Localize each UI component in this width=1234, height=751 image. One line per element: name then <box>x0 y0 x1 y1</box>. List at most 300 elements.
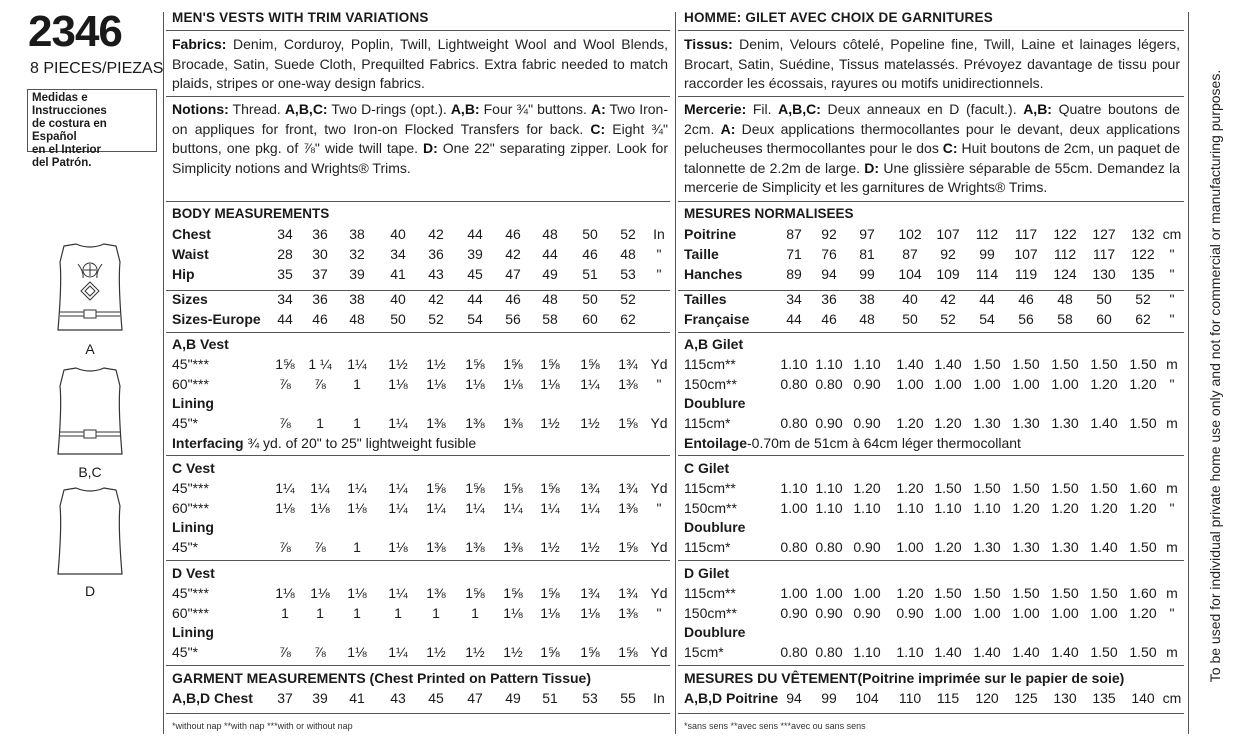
unit-label: " <box>1169 375 1175 392</box>
section-title: D Gilet <box>684 565 730 581</box>
table-cell: 1.50 <box>934 479 962 496</box>
notions-text: Eight ¾" buttons, one pkg. of ⅞" wide twill tape. <box>172 120 668 157</box>
table-cell: 1.50 <box>1129 644 1157 661</box>
unit-label: " <box>656 375 662 392</box>
french-notions <box>684 100 1180 198</box>
unit-label: In <box>653 690 665 706</box>
table-cell: 1¾ <box>618 355 638 372</box>
table-cell: 1⅛ <box>388 375 408 392</box>
row-label: Chest <box>172 226 211 242</box>
table-cell: 1⅝ <box>503 479 523 496</box>
pattern-number: 2346 <box>28 7 122 56</box>
table-cell: 135 <box>1092 690 1116 706</box>
rule <box>166 713 670 714</box>
table-cell: 1.00 <box>973 375 1001 392</box>
table-cell: 38 <box>859 291 875 307</box>
table-cell: 1¼ <box>580 499 600 516</box>
row-label: Lining <box>172 395 214 412</box>
row-label: Sizes-Europe <box>172 310 261 327</box>
row-label: Taille <box>684 245 719 262</box>
table-cell: 1.20 <box>896 584 924 601</box>
english-title: MEN'S VESTS WITH TRIM VARIATIONS <box>172 10 429 25</box>
section-title: C Vest <box>172 460 215 476</box>
table-cell: 99 <box>859 265 875 282</box>
table-cell: 1.50 <box>1129 415 1157 432</box>
section-title: D Vest <box>172 565 215 581</box>
table-cell: 62 <box>1135 310 1151 327</box>
table-cell: ⅞ <box>279 375 291 392</box>
table-cell: 1.20 <box>1090 375 1118 392</box>
section-title: GARMENT MEASUREMENTS (Chest Printed on Pattern Tissue) <box>172 670 592 686</box>
table-cell: 1.10 <box>780 479 808 496</box>
table-cell: 48 <box>349 310 365 327</box>
table-cell: 1.20 <box>1129 375 1157 392</box>
table-cell: 48 <box>1057 291 1073 307</box>
table-cell: 47 <box>505 265 521 282</box>
table-row <box>172 393 670 413</box>
table-cell: 99 <box>979 245 995 262</box>
table-cell: 1⅛ <box>540 375 560 392</box>
table-cell: 1⅜ <box>503 539 523 556</box>
table-row <box>172 517 670 537</box>
notions-text: Une glissière séparable de 55cm. Demandez la mercerie de Simplicity et les garnitures de Wrights® Trims. <box>684 159 1181 196</box>
table-cell: 0.90 <box>853 539 881 556</box>
table-row <box>684 537 1184 557</box>
table-cell: 1.00 <box>896 539 924 556</box>
table-cell: 1.20 <box>934 415 962 432</box>
table-cell: 1⅛ <box>310 499 330 516</box>
table-cell: 46 <box>821 310 837 327</box>
table-cell: 1.50 <box>973 355 1001 372</box>
table-cell: 1⅝ <box>503 355 523 372</box>
table-cell: 34 <box>277 291 293 307</box>
rule <box>678 30 1184 31</box>
table-cell: ⅞ <box>314 644 326 661</box>
table-cell: 117 <box>1014 226 1038 242</box>
table-row <box>684 642 1184 662</box>
vest-bc-back-view <box>50 366 130 462</box>
section-title: A,B Gilet <box>684 336 744 352</box>
table-cell: 44 <box>467 226 483 242</box>
table-cell: 48 <box>859 310 875 327</box>
table-cell: 0.90 <box>815 415 843 432</box>
table-cell: ⅞ <box>279 644 291 661</box>
table-cell: 37 <box>277 690 293 706</box>
table-cell: 124 <box>1053 265 1077 282</box>
table-cell: 1.40 <box>973 644 1001 661</box>
table-row <box>172 374 670 394</box>
unit-label: Yd <box>650 539 668 556</box>
row-label: A,B,D Poitrine <box>684 690 779 706</box>
row-label: 45"*** <box>172 584 209 601</box>
table-cell: 50 <box>1096 291 1112 307</box>
table-cell: 1½ <box>503 644 523 661</box>
unit-label: " <box>656 265 662 282</box>
table-cell: 1 <box>353 604 361 621</box>
row-label: A,B,D Chest <box>172 690 253 706</box>
table-row <box>172 622 670 642</box>
table-row <box>684 583 1184 603</box>
table-cell: 1.40 <box>1090 415 1118 432</box>
table-cell: 1.00 <box>896 375 924 392</box>
unit-label: m <box>1166 539 1178 556</box>
table-cell: 1¼ <box>347 355 367 372</box>
unit-label: " <box>1169 245 1175 262</box>
rule <box>678 96 1184 97</box>
table-cell: 1.50 <box>1090 584 1118 601</box>
notions-view-code: A: <box>720 120 736 137</box>
table-cell: 1.20 <box>896 479 924 496</box>
section-title: A,B Vest <box>172 336 229 352</box>
table-cell: 1.30 <box>1051 539 1079 556</box>
table-row <box>172 264 670 284</box>
table-cell: 1.60 <box>1129 584 1157 601</box>
table-cell: 46 <box>312 310 328 327</box>
table-cell: 1.00 <box>780 584 808 601</box>
rule <box>678 332 1184 333</box>
table-row <box>172 413 670 433</box>
table-cell: 1.50 <box>1090 479 1118 496</box>
fabrics-text: Denim, Corduroy, Poplin, Twill, Lightweight Wool and Wool Blends, Brocade, Satin, Suede Cloth, Prequilted Fabrics. Extra fabric needed to match plaids, stripes or one-way design fabrics. <box>172 36 668 92</box>
table-row <box>684 354 1184 374</box>
table-cell: 104 <box>855 690 879 706</box>
notions-label: Notions: <box>172 101 229 117</box>
french-fabrics <box>684 35 1180 94</box>
table-cell: 1 <box>353 375 361 392</box>
table-row <box>684 498 1184 518</box>
table-cell: 1.40 <box>1012 644 1040 661</box>
table-cell: 87 <box>786 226 802 242</box>
row-label: 150cm** <box>684 375 737 392</box>
table-cell: 1.20 <box>853 479 881 496</box>
table-cell: 1⅝ <box>540 479 560 496</box>
row-label: 15cm* <box>684 644 724 661</box>
table-row <box>172 244 670 264</box>
table-cell: 1¼ <box>503 499 523 516</box>
table-row <box>684 244 1184 264</box>
table-cell: 52 <box>940 310 956 327</box>
unit-label: " <box>656 499 662 516</box>
table-cell: 1⅝ <box>426 479 446 496</box>
table-cell: 1.30 <box>1051 415 1079 432</box>
table-cell: 104 <box>898 265 922 282</box>
table-row <box>684 603 1184 623</box>
table-cell: 122 <box>1053 226 1077 242</box>
table-row <box>684 517 1184 537</box>
table-cell: 41 <box>390 265 406 282</box>
table-cell: 40 <box>390 226 406 242</box>
table-cell: 1.50 <box>1012 584 1040 601</box>
table-cell: 42 <box>940 291 956 307</box>
row-label: Doublure <box>684 624 746 641</box>
table-cell: 36 <box>312 226 328 242</box>
table-cell: 1.20 <box>1090 499 1118 516</box>
table-cell: 0.90 <box>853 375 881 392</box>
table-cell: 60 <box>1096 310 1112 327</box>
table-cell: 1.10 <box>934 499 962 516</box>
unit-label: m <box>1166 584 1178 601</box>
table-cell: 60 <box>582 310 598 327</box>
table-cell: 1¼ <box>465 499 485 516</box>
row-label: Poitrine <box>684 226 737 242</box>
table-cell: 43 <box>390 690 406 706</box>
unit-label: m <box>1166 415 1178 432</box>
rule <box>166 96 670 97</box>
table-cell: 1⅜ <box>618 604 638 621</box>
rule <box>678 560 1184 561</box>
table-cell: 1.40 <box>1090 539 1118 556</box>
table-cell: 1.10 <box>853 355 881 372</box>
spanish-note-line: del Patrón. <box>32 157 92 169</box>
rule <box>678 455 1184 456</box>
table-cell: 1.10 <box>853 644 881 661</box>
table-cell: 52 <box>620 226 636 242</box>
table-cell: 1⅛ <box>503 375 523 392</box>
table-cell: 1 <box>432 604 440 621</box>
table-cell: 1.10 <box>896 499 924 516</box>
table-row <box>172 224 670 244</box>
row-label: 45"* <box>172 539 198 556</box>
table-cell: 38 <box>349 291 365 307</box>
table-cell: 1⅛ <box>310 584 330 601</box>
row-label: Hanches <box>684 265 743 282</box>
row-label: Tailles <box>684 291 727 307</box>
french-title: HOMME: GILET AVEC CHOIX DE GARNITURES <box>684 10 993 25</box>
unit-label: Yd <box>650 415 668 432</box>
table-cell: 1.00 <box>815 584 843 601</box>
unit-label: cm <box>1162 226 1182 242</box>
table-cell: 76 <box>821 245 837 262</box>
unit-label: Yd <box>650 479 668 496</box>
table-cell: 54 <box>467 310 483 327</box>
table-cell: 50 <box>902 310 918 327</box>
table-cell: 89 <box>786 265 802 282</box>
unit-label: " <box>656 245 662 262</box>
table-cell: 130 <box>1092 265 1116 282</box>
body-measurements-title: MESURES NORMALISEES <box>684 206 854 221</box>
table-cell: 1.00 <box>1051 604 1079 621</box>
table-row <box>172 354 670 374</box>
table-cell: 1⅜ <box>618 499 638 516</box>
table-cell: 39 <box>467 245 483 262</box>
notions-text: One 22" separating zipper. Look for Simplicity notions and Wrights® Trims. <box>172 140 668 176</box>
table-cell: 1.40 <box>896 355 924 372</box>
table-cell: 119 <box>1014 265 1038 282</box>
table-cell: 1⅝ <box>618 644 638 661</box>
table-row <box>172 537 670 557</box>
fabrics-label: Tissus: <box>684 36 733 52</box>
table-cell: 1 <box>353 415 361 432</box>
row-label: Française <box>684 310 750 327</box>
table-cell: 110 <box>898 690 922 706</box>
table-cell: 56 <box>1018 310 1034 327</box>
notions-view-code: A,B: <box>1023 101 1052 117</box>
table-cell: 1.20 <box>1051 499 1079 516</box>
row-label: 60"*** <box>172 604 209 621</box>
table-cell: 0.80 <box>780 375 808 392</box>
table-cell: 1.20 <box>934 539 962 556</box>
table-cell: 1.50 <box>1012 479 1040 496</box>
rule <box>166 201 670 202</box>
row-label: 115cm** <box>684 479 736 496</box>
table-cell: 54 <box>979 310 995 327</box>
table-cell: 1.50 <box>1129 355 1157 372</box>
table-cell: 44 <box>979 291 995 307</box>
table-cell: 62 <box>620 310 636 327</box>
table-cell: 1.50 <box>973 584 1001 601</box>
table-cell: 48 <box>620 245 636 262</box>
table-cell: 36 <box>428 245 444 262</box>
table-cell: 51 <box>542 690 558 706</box>
section-title: MESURES DU VÊTEMENT(Poitrine imprimée sur le papier de soie) <box>684 670 1125 686</box>
row-label: Doublure <box>684 519 746 536</box>
notions-view-code: C: <box>942 140 958 157</box>
table-cell: 107 <box>1014 245 1038 262</box>
table-cell: 1 <box>316 415 324 432</box>
french-footnote: *sans sens **avec sens ***avec ou sans sens <box>684 721 866 731</box>
table-cell: 34 <box>786 291 802 307</box>
table-cell: 1¼ <box>388 644 408 661</box>
table-cell: 1.20 <box>1129 499 1157 516</box>
table-cell: 37 <box>312 265 328 282</box>
table-cell: 114 <box>975 265 999 282</box>
table-cell: 32 <box>349 245 365 262</box>
row-label: 45"*** <box>172 479 209 496</box>
table-cell: 1.00 <box>934 604 962 621</box>
table-cell: 1⅜ <box>426 415 446 432</box>
table-cell: 42 <box>428 226 444 242</box>
table-cell: 38 <box>349 226 365 242</box>
table-cell: 1¼ <box>388 584 408 601</box>
table-row <box>684 264 1184 284</box>
row-label: Sizes <box>172 291 208 307</box>
section-title: C Gilet <box>684 460 730 476</box>
row-label: 45"*** <box>172 355 209 372</box>
table-cell: 1.10 <box>853 499 881 516</box>
table-cell: 1.00 <box>1012 604 1040 621</box>
notions-text: Two D-rings (opt.). <box>327 101 451 117</box>
table-cell: ⅞ <box>314 539 326 556</box>
notions-view-code: A,B,C: <box>778 101 821 117</box>
row-label: 150cm** <box>684 499 737 516</box>
notions-view-code: A,B,C: <box>284 101 328 117</box>
table-cell: 1½ <box>580 539 600 556</box>
vest-a-back-view <box>50 242 130 338</box>
table-cell: 0.80 <box>815 375 843 392</box>
table-cell: 1½ <box>465 644 485 661</box>
table-cell: 1.10 <box>780 355 808 372</box>
table-cell: 0.80 <box>780 644 808 661</box>
table-cell: 1.50 <box>1051 355 1079 372</box>
row-label: Doublure <box>684 395 746 412</box>
row-label: 60"*** <box>172 375 209 392</box>
notions-text: Thread. <box>228 101 285 117</box>
table-cell: 56 <box>505 310 521 327</box>
notions-text: Huit boutons de 2cm, un paquet de talonnette de 2.2m de large. <box>684 140 1180 176</box>
table-cell: 0.90 <box>853 604 881 621</box>
table-cell: 1½ <box>426 644 446 661</box>
table-cell: 1.20 <box>1012 499 1040 516</box>
rule <box>678 665 1184 666</box>
table-row <box>172 309 670 329</box>
table-cell: 1⅝ <box>580 355 600 372</box>
table-row <box>172 289 670 309</box>
table-cell: 1 <box>353 539 361 556</box>
table-cell: 1⅛ <box>580 604 600 621</box>
table-cell: 97 <box>859 226 875 242</box>
table-cell: 1 <box>394 604 402 621</box>
unit-label: " <box>1169 265 1175 282</box>
table-cell: 0.80 <box>815 539 843 556</box>
table-cell: 127 <box>1092 226 1116 242</box>
table-cell: 40 <box>390 291 406 307</box>
table-cell: 115 <box>936 690 960 706</box>
table-cell: 135 <box>1131 265 1155 282</box>
table-cell: 49 <box>505 690 521 706</box>
table-cell: 44 <box>786 310 802 327</box>
table-cell: 35 <box>277 265 293 282</box>
table-cell: 40 <box>902 291 918 307</box>
column-divider-middle <box>675 12 676 734</box>
table-cell: ⅞ <box>279 415 291 432</box>
table-cell: 1⅝ <box>540 355 560 372</box>
table-cell: 1⅝ <box>580 644 600 661</box>
table-cell: 46 <box>505 226 521 242</box>
table-row <box>172 583 670 603</box>
table-row <box>172 688 670 708</box>
table-row <box>684 478 1184 498</box>
rule <box>166 560 670 561</box>
table-cell: 1⅛ <box>540 604 560 621</box>
table-cell: 1⅛ <box>275 584 295 601</box>
table-cell: 53 <box>582 690 598 706</box>
table-cell: 1⅛ <box>347 499 367 516</box>
table-cell: 1¼ <box>388 479 408 496</box>
pieces-count: 8 PIECES/PIEZAS <box>30 60 164 77</box>
table-cell: 1¾ <box>580 584 600 601</box>
table-cell: 92 <box>940 245 956 262</box>
row-label: 115cm** <box>684 355 736 372</box>
table-cell: ⅞ <box>279 539 291 556</box>
unit-label: Yd <box>650 644 668 661</box>
table-cell: 30 <box>312 245 328 262</box>
row-label: 115cm* <box>684 415 731 432</box>
table-cell: 1¼ <box>347 479 367 496</box>
table-cell: 92 <box>821 226 837 242</box>
table-cell: 0.80 <box>780 539 808 556</box>
table-cell: 1.00 <box>1051 375 1079 392</box>
table-cell: 1.50 <box>1012 355 1040 372</box>
table-row <box>684 622 1184 642</box>
table-cell: 1⅜ <box>426 539 446 556</box>
table-cell: 0.90 <box>780 604 808 621</box>
table-cell: 1½ <box>540 415 560 432</box>
fabrics-label: Fabrics: <box>172 36 227 52</box>
rule <box>166 332 670 333</box>
table-row <box>172 478 670 498</box>
unit-label: " <box>1169 310 1175 327</box>
table-row <box>684 374 1184 394</box>
rule <box>166 455 670 456</box>
table-cell: 1.50 <box>973 479 1001 496</box>
table-cell: 87 <box>902 245 918 262</box>
table-row <box>684 688 1184 708</box>
table-cell: 50 <box>390 310 406 327</box>
table-cell: 46 <box>505 291 521 307</box>
table-cell: 1.40 <box>934 644 962 661</box>
table-cell: 1¾ <box>580 479 600 496</box>
fabrics-text: Denim, Velours côtelé, Popeline fine, Twill, Laine et lainages légers, Brocart, Satin, Suédine, Tissus matelassés. Prévoyez davantage de tissu pour raccorder les écossais, rayures ou motifs unidirectionnels. <box>684 36 1180 92</box>
